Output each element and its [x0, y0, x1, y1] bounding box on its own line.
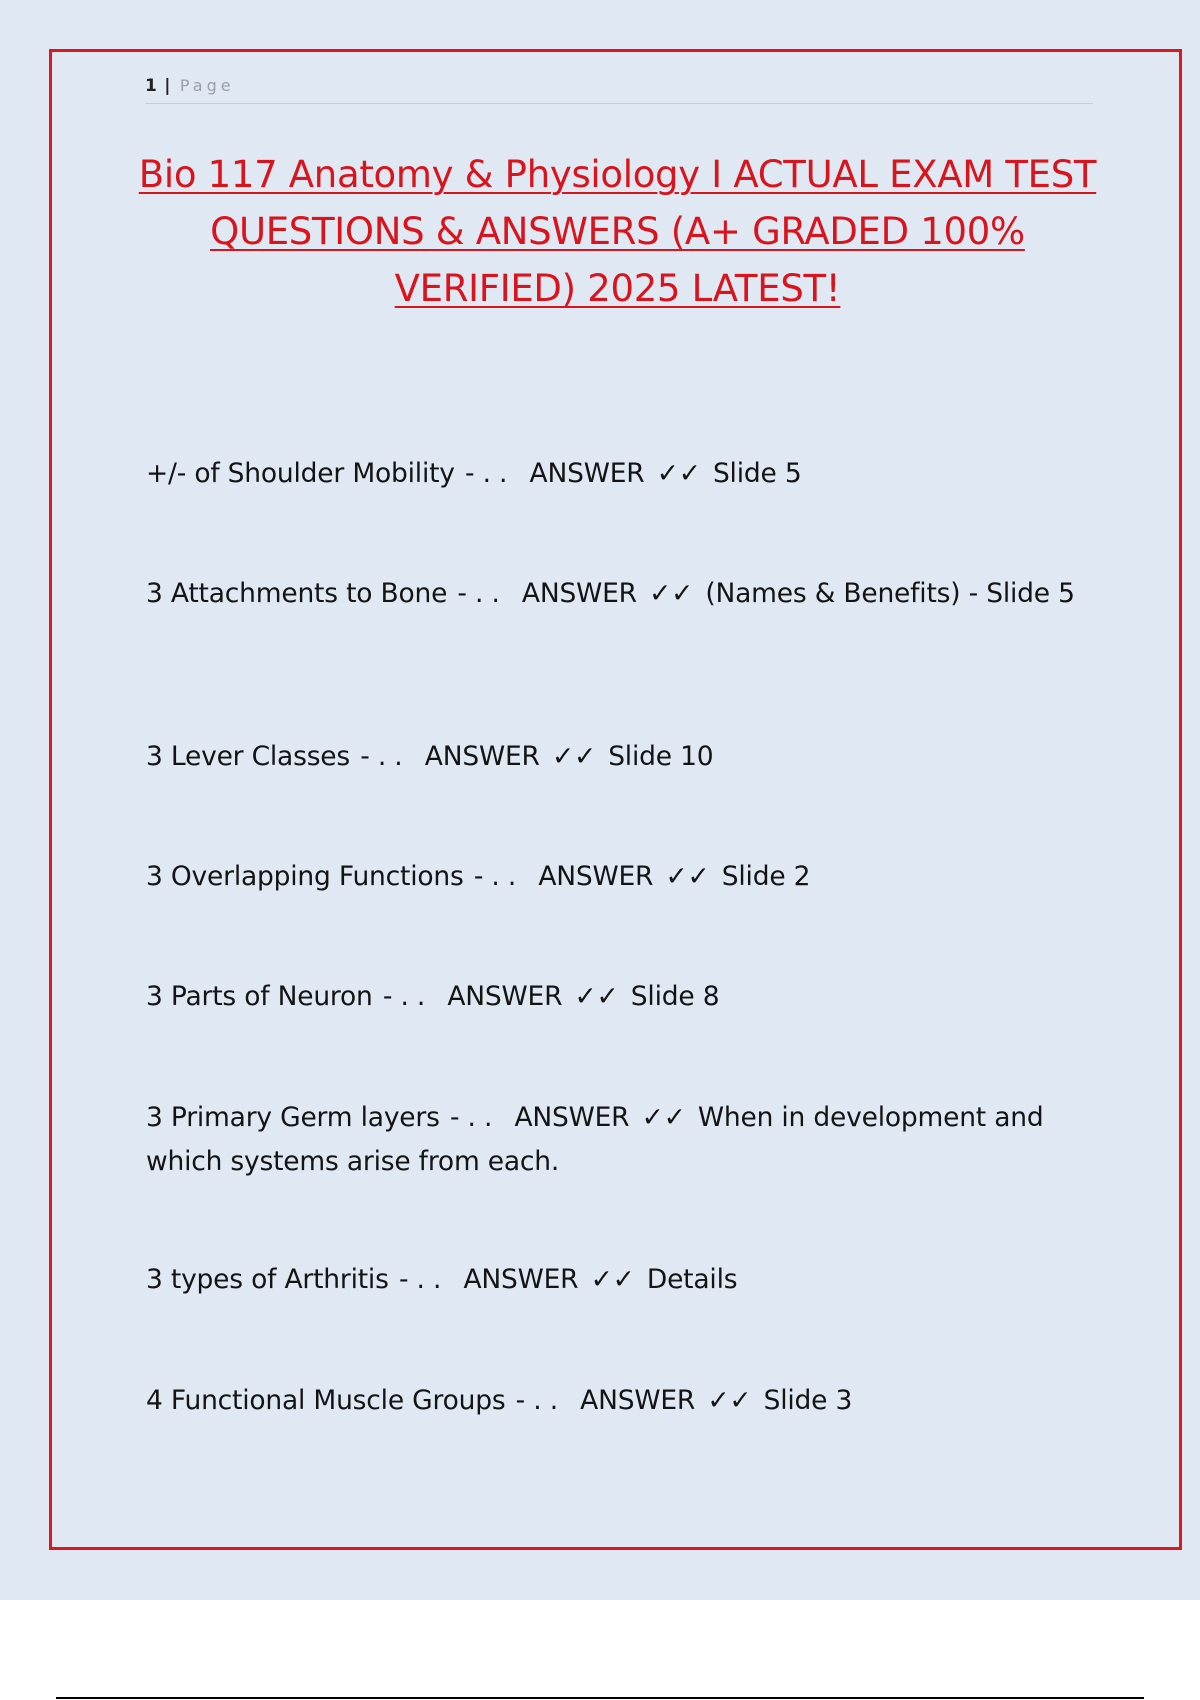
qa-answer: Details	[646, 1264, 738, 1295]
qa-answer-label: ANSWER	[447, 981, 563, 1012]
qa-item	[146, 855, 1086, 899]
qa-item	[146, 975, 1086, 1019]
qa-answer-label: ANSWER	[580, 1385, 696, 1416]
checkmark-icon: ✓✓	[665, 861, 710, 892]
qa-answer-label: ANSWER	[538, 861, 654, 892]
checkmark-icon: ✓✓	[551, 741, 596, 772]
qa-question: 3 Overlapping Functions	[146, 861, 464, 892]
qa-answer: (Names & Benefits) - Slide 5	[705, 578, 1075, 609]
qa-question: +/- of Shoulder Mobility	[146, 458, 455, 489]
qa-answer-label: ANSWER	[463, 1264, 579, 1295]
qa-answer: When in development and which systems arise from each.	[146, 1102, 1044, 1177]
qa-answer-label: ANSWER	[521, 578, 637, 609]
page-number: 1	[145, 76, 157, 96]
checkmark-icon: ✓✓	[656, 458, 701, 489]
qa-item	[146, 1379, 1086, 1423]
checkmark-icon: ✓✓	[649, 578, 694, 609]
qa-question: 3 Lever Classes	[146, 741, 351, 772]
qa-question: 3 Parts of Neuron	[146, 981, 373, 1012]
qa-answer: Slide 5	[712, 458, 802, 489]
qa-question: 3 types of Arthritis	[146, 1264, 389, 1295]
qa-dash: - . .	[473, 861, 517, 892]
qa-item	[146, 735, 1086, 779]
qa-answer-label: ANSWER	[514, 1102, 630, 1133]
qa-answer: Slide 2	[721, 861, 811, 892]
qa-question: 4 Functional Muscle Groups	[146, 1385, 506, 1416]
document-title: Bio 117 Anatomy & Physiology I ACTUAL EXAM TEST QUESTIONS & ANSWERS (A+ GRADED 100% VERIFIED) 2025 LATEST!	[138, 153, 1097, 310]
qa-dash: - . .	[457, 578, 500, 609]
qa-answer: Slide 3	[763, 1385, 853, 1416]
checkmark-icon: ✓✓	[707, 1385, 752, 1416]
qa-item	[146, 572, 1086, 616]
qa-question: 3 Primary Germ layers	[146, 1102, 440, 1133]
checkmark-icon: ✓✓	[574, 981, 619, 1012]
qa-dash: - . .	[449, 1102, 493, 1133]
qa-answer: Slide 10	[608, 741, 714, 772]
qa-item	[146, 1096, 1086, 1184]
page-divider	[56, 1697, 1144, 1699]
checkmark-icon: ✓✓	[590, 1264, 635, 1295]
page-label: Page	[179, 76, 235, 95]
qa-item	[146, 1258, 1086, 1302]
qa-dash: - . .	[398, 1264, 442, 1295]
qa-answer-label: ANSWER	[529, 458, 645, 489]
page-header-separator: |	[164, 76, 171, 96]
qa-answer-label: ANSWER	[424, 741, 540, 772]
qa-answer: Slide 8	[630, 981, 720, 1012]
qa-item	[146, 452, 1086, 496]
qa-dash: - . .	[465, 458, 508, 489]
qa-question: 3 Attachments to Bone	[146, 578, 448, 609]
qa-dash: - . .	[515, 1385, 558, 1416]
qa-dash: - . .	[360, 741, 403, 772]
checkmark-icon: ✓✓	[641, 1102, 686, 1133]
qa-dash: - . .	[382, 981, 426, 1012]
page-header	[145, 76, 1093, 104]
